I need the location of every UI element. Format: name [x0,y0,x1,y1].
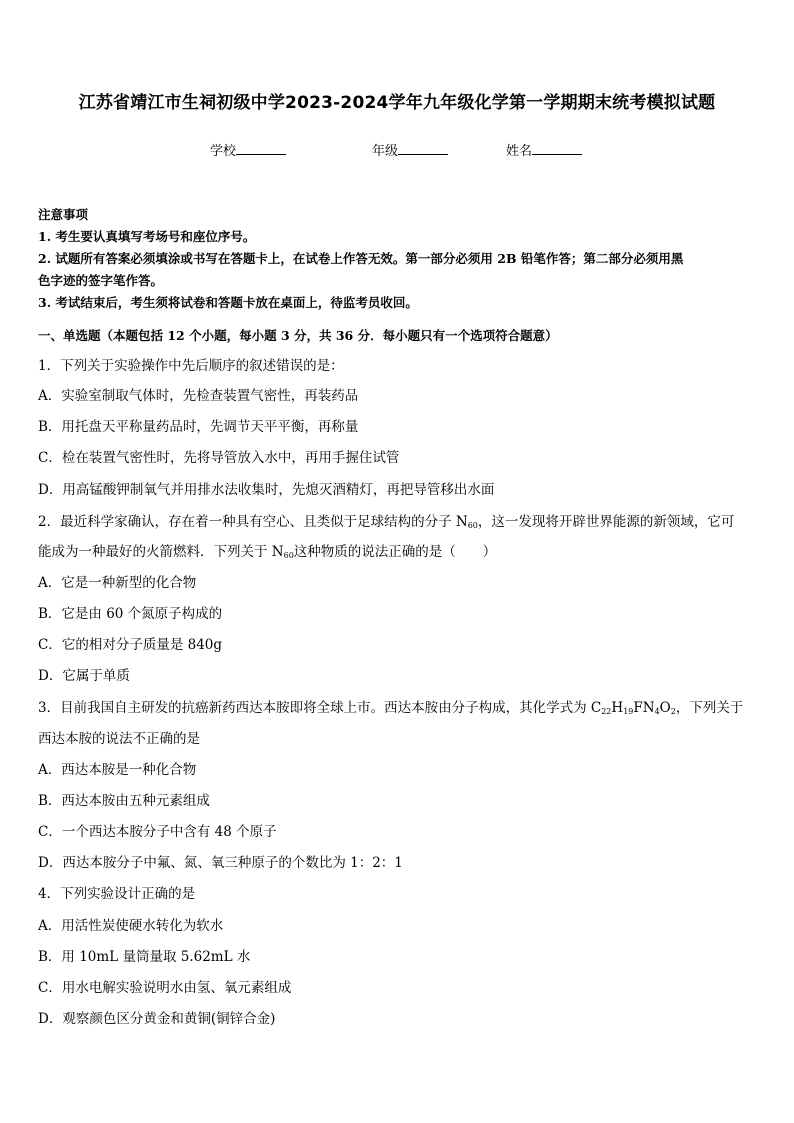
q4-option-a: A．用活性炭使硬水转化为软水 [38,918,224,934]
q4-option-b: B．用 10mL 量筒量取 5.62mL 水 [38,949,251,965]
q2-stem: 2．最近科学家确认，存在着一种具有空心、且类似于足球结构的分子 $N_{60}$，这一发现将开辟世界能源的新领域，它可 [38,514,735,530]
q1-stem: 1．下列关于实验操作中先后顺序的叙述错误的是： [38,358,344,374]
q2-option-b: B．它是由 60 个氮原子构成的 [38,606,223,622]
q1-option-b: B．用托盘天平称量药品时，先调节天平平衡，再称量 [38,419,359,435]
q3-option-b: B．西达本胺由五种元素组成 [38,793,210,809]
grade-field[interactable]: 年级 [372,140,448,159]
q3-stem: 3．目前我国自主研发的抗癌新药西达本胺即将全球上市。西达本胺由分子构成，其化学式为 $C_{22}H_{19}FN_4O_2$，下列关于 [38,700,744,716]
notice-item-1: 1. 考生要认真填写考场号和座位序号。 [38,229,256,244]
page-title: 江苏省靖江市生祠初级中学2023-2024学年九年级化学第一学期期末统考模拟试题 [78,93,716,113]
q2-option-a: A．它是一种新型的化合物 [38,575,197,591]
grade-blank[interactable] [398,142,448,155]
school-field[interactable]: 学校 [210,140,286,159]
q2-stem-cont: 能成为一种最好的火箭燃料．下列关于 $N_{60}$这种物质的说法正确的是（ ） [38,544,497,560]
q2-option-c: C．它的相对分子质量是 840g [38,637,223,653]
section-heading: 一、单选题（本题包括 12 个小题，每小题 3 分，共 36 分．每小题只有一个选项符合题意） [38,328,558,343]
notice-block [38,204,758,314]
notice-item-2-cont: 色字迹的签字笔作答。 [38,273,164,288]
q3-option-a: A．西达本胺是一种化合物 [38,762,197,778]
school-blank[interactable] [236,142,286,155]
name-field[interactable]: 姓名 [506,140,582,159]
q4-option-d: D．观察颜色区分黄金和黄铜(铜锌合金) [38,1011,276,1027]
q2-option-d: D．它属于单质 [38,668,130,684]
notice-item-2: 2. 试题所有答案必须填涂或书写在答题卡上，在试卷上作答无效。第一部分必须用 2B 铅笔作答；第二部分必须用黑 [38,251,684,266]
q1-option-c: C．检在装置气密性时，先将导管放入水中，再用手握住试管 [38,450,400,466]
q1-option-a: A．实验室制取气体时，先检查装置气密性，再装药品 [38,388,359,404]
q3-stem-cont: 西达本胺的说法不正确的是 [38,731,200,747]
name-blank[interactable] [532,142,582,155]
notice-heading: 注意事项 [38,207,89,222]
notice-item-3: 3. 考试结束后，考生须将试卷和答题卡放在桌面上，待监考员收回。 [38,295,418,310]
q1-option-d: D．用高锰酸钾制氧气并用排水法收集时，先熄灭酒精灯，再把导管移出水面 [38,482,495,498]
q3-option-d: D．西达本胺分子中氟、氮、氧三种原子的个数比为 1：2：1 [38,855,403,871]
q4-stem: 4．下列实验设计正确的是 [38,886,196,902]
q4-option-c: C．用水电解实验说明水由氢、氧元素组成 [38,980,292,996]
q3-option-c: C．一个西达本胺分子中含有 48 个原子 [38,824,277,840]
